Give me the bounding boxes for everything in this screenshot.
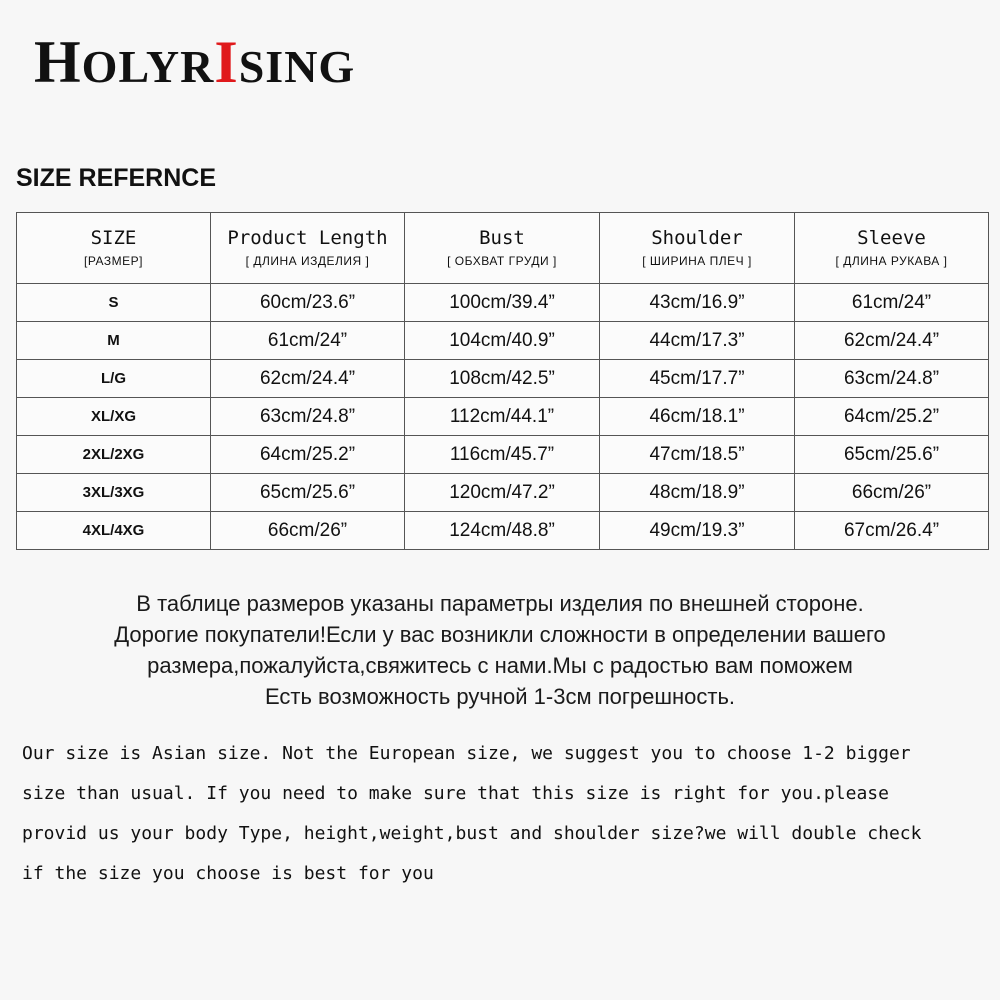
russian-note-line: Дорогие покупатели!Если у вас возникли сложности в определении вашего (114, 622, 886, 647)
column-header (17, 213, 211, 284)
russian-note-line: Есть возможность ручной 1-3см погрешность. (264, 684, 736, 709)
section-title: SIZE REFERNCE (16, 164, 217, 192)
column-header-translation: [ ДЛИНА ИЗДЕЛИЯ ] (245, 254, 370, 268)
measurement-cell: 61cm/24” (795, 284, 989, 322)
brand-logo (34, 29, 356, 95)
measurement-cell: 67cm/26.4” (795, 512, 989, 550)
measurement-cell: 62cm/24.4” (211, 360, 405, 398)
measurement-cell: 66cm/26” (795, 474, 989, 512)
english-note-line: if the size you choose is best for you (22, 863, 434, 884)
table-row (17, 398, 989, 436)
measurement-cell: 104cm/40.9” (405, 322, 600, 360)
measurement-cell: 45cm/17.7” (600, 360, 795, 398)
russian-note-line: размера,пожалуйста,свяжитесь с нами.Мы с радостью вам поможем (147, 653, 853, 678)
measurement-cell: 116cm/45.7” (405, 436, 600, 474)
size-label-cell: 4XL/4XG (17, 512, 211, 550)
russian-note-line: В таблице размеров указаны параметры изделия по внешней стороне. (136, 591, 864, 616)
measurement-cell: 43cm/16.9” (600, 284, 795, 322)
column-header-translation: [ ШИРИНА ПЛЕЧ ] (642, 254, 752, 268)
size-label-cell: M (17, 322, 211, 360)
measurement-cell: 64cm/25.2” (211, 436, 405, 474)
english-note-line: provid us your body Type, height,weight,bust and shoulder size?we will double check (22, 823, 922, 844)
table-row (17, 436, 989, 474)
english-note (22, 734, 987, 894)
column-header-label: Sleeve (857, 227, 926, 249)
measurement-cell: 112cm/44.1” (405, 398, 600, 436)
measurement-cell: 64cm/25.2” (795, 398, 989, 436)
size-label-cell: S (17, 284, 211, 322)
measurement-cell: 62cm/24.4” (795, 322, 989, 360)
measurement-cell: 61cm/24” (211, 322, 405, 360)
measurement-cell: 100cm/39.4” (405, 284, 600, 322)
measurement-cell: 120cm/47.2” (405, 474, 600, 512)
column-header (211, 213, 405, 284)
table-row (17, 360, 989, 398)
column-header-label: Bust (479, 227, 525, 249)
column-header-label: Product Length (227, 227, 388, 249)
measurement-cell: 65cm/25.6” (795, 436, 989, 474)
measurement-cell: 46cm/18.1” (600, 398, 795, 436)
measurement-cell: 63cm/24.8” (795, 360, 989, 398)
brand-logo-part: OLYR (81, 41, 215, 92)
table-row (17, 322, 989, 360)
column-header-label: SIZE (90, 227, 137, 249)
size-table (16, 212, 989, 550)
size-label-cell: 2XL/2XG (17, 436, 211, 474)
brand-logo-part: SING (238, 41, 356, 92)
table-row (17, 512, 989, 550)
column-header (795, 213, 989, 284)
measurement-cell: 44cm/17.3” (600, 322, 795, 360)
column-header-translation: [ ДЛИНА РУКАВА ] (835, 254, 948, 268)
measurement-cell: 60cm/23.6” (211, 284, 405, 322)
measurement-cell: 49cm/19.3” (600, 512, 795, 550)
measurement-cell: 63cm/24.8” (211, 398, 405, 436)
measurement-cell: 47cm/18.5” (600, 436, 795, 474)
size-label-cell: 3XL/3XG (17, 474, 211, 512)
size-label-cell: L/G (17, 360, 211, 398)
brand-logo-part: I (214, 29, 239, 95)
column-header (405, 213, 600, 284)
measurement-cell: 48cm/18.9” (600, 474, 795, 512)
brand-logo-part: H (34, 29, 82, 95)
english-note-line: size than usual. If you need to make sure that this size is right for you.please (22, 783, 889, 804)
measurement-cell: 108cm/42.5” (405, 360, 600, 398)
table-row (17, 284, 989, 322)
measurement-cell: 65cm/25.6” (211, 474, 405, 512)
russian-note (0, 588, 1000, 712)
english-note-line: Our size is Asian size. Not the European size, we suggest you to choose 1-2 bigger (22, 743, 911, 764)
measurement-cell: 66cm/26” (211, 512, 405, 550)
column-header-translation: [РАЗМЕР] (84, 254, 143, 268)
column-header (600, 213, 795, 284)
measurement-cell: 124cm/48.8” (405, 512, 600, 550)
table-header-row (17, 213, 989, 284)
table-body (17, 284, 989, 550)
column-header-translation: [ ОБХВАТ ГРУДИ ] (447, 254, 557, 268)
table-row (17, 474, 989, 512)
size-label-cell: XL/XG (17, 398, 211, 436)
column-header-label: Shoulder (651, 227, 743, 249)
